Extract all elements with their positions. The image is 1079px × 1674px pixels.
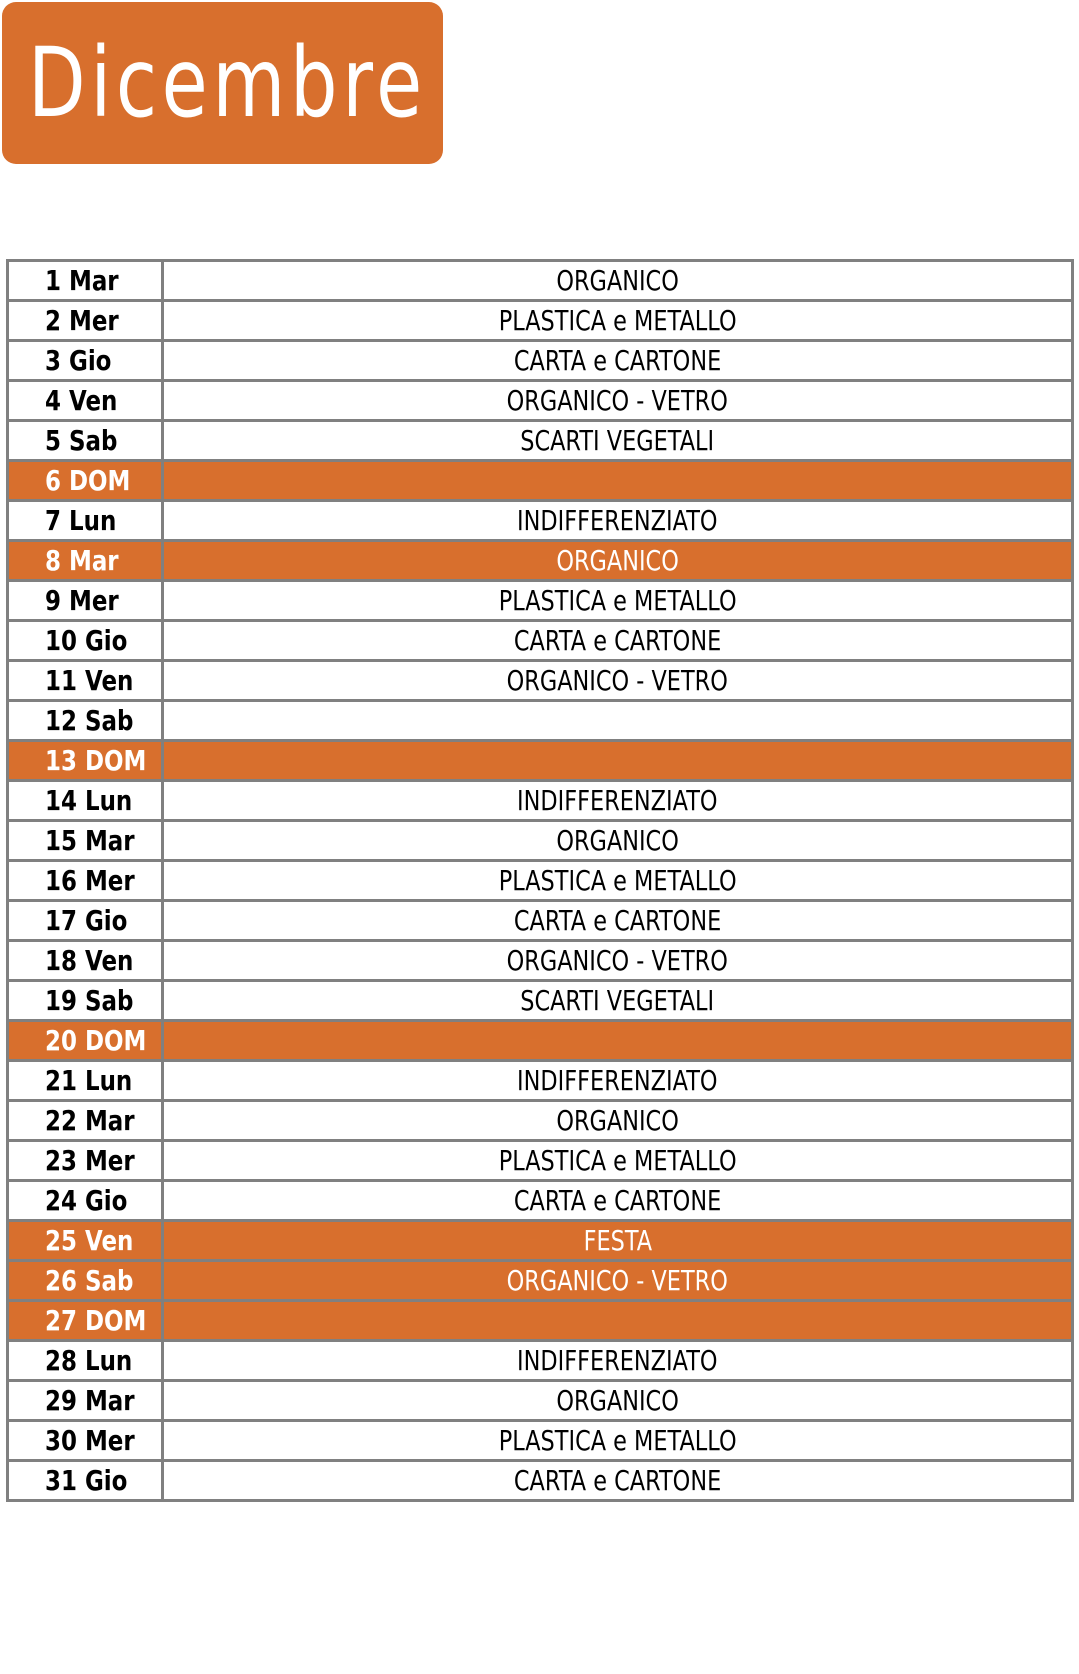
day-label: 25 Ven [45, 1223, 134, 1257]
day-label: 6 DOM [45, 463, 131, 497]
waste-type-label: ORGANICO [556, 1103, 679, 1137]
waste-type-label: CARTA e CARTONE [513, 903, 722, 937]
day-label: 13 DOM [45, 743, 147, 777]
waste-cell [163, 741, 1073, 781]
waste-cell [163, 861, 1073, 901]
day-cell [8, 381, 163, 421]
day-label: 18 Ven [45, 943, 134, 977]
day-label: 29 Mar [45, 1383, 135, 1417]
waste-type-label: INDIFFERENZIATO [517, 503, 718, 537]
day-label: 28 Lun [45, 1343, 133, 1377]
day-cell [8, 1141, 163, 1181]
day-cell [8, 1101, 163, 1141]
schedule-row [8, 1021, 1073, 1061]
schedule-row [8, 381, 1073, 421]
waste-type-label: CARTA e CARTONE [513, 623, 722, 657]
waste-cell [163, 341, 1073, 381]
schedule-row [8, 901, 1073, 941]
day-label: 5 Sab [45, 423, 118, 457]
schedule-row [8, 1261, 1073, 1301]
waste-type-label: ORGANICO - VETRO [506, 383, 729, 417]
schedule-row [8, 1221, 1073, 1261]
day-label: 10 Gio [45, 623, 128, 657]
waste-type-label: ORGANICO [556, 1383, 679, 1417]
waste-cell [163, 301, 1073, 341]
schedule-row [8, 501, 1073, 541]
day-label: 7 Lun [45, 503, 117, 537]
day-label: 11 Ven [45, 663, 134, 697]
waste-cell [163, 1261, 1073, 1301]
day-cell [8, 861, 163, 901]
waste-cell [163, 381, 1073, 421]
waste-type-label: PLASTICA e METALLO [498, 1423, 737, 1457]
waste-type-label: PLASTICA e METALLO [498, 863, 737, 897]
day-label: 24 Gio [45, 1183, 128, 1217]
schedule-row [8, 781, 1073, 821]
day-cell [8, 541, 163, 581]
day-cell [8, 741, 163, 781]
waste-cell [163, 581, 1073, 621]
day-label: 23 Mer [45, 1143, 135, 1177]
day-cell [8, 1341, 163, 1381]
waste-cell [163, 701, 1073, 741]
day-label: 2 Mer [45, 303, 119, 337]
day-label: 1 Mar [45, 263, 119, 297]
day-label: 15 Mar [45, 823, 135, 857]
waste-cell [163, 1381, 1073, 1421]
day-cell [8, 1181, 163, 1221]
day-cell [8, 1061, 163, 1101]
day-label: 19 Sab [45, 983, 134, 1017]
waste-cell [163, 661, 1073, 701]
day-label: 20 DOM [45, 1023, 147, 1057]
day-cell [8, 1021, 163, 1061]
waste-type-label: PLASTICA e METALLO [498, 1143, 737, 1177]
month-title-badge [2, 2, 443, 164]
schedule-row [8, 1421, 1073, 1461]
day-cell [8, 661, 163, 701]
day-label: 21 Lun [45, 1063, 133, 1097]
day-cell [8, 301, 163, 341]
schedule-row [8, 741, 1073, 781]
day-cell [8, 1421, 163, 1461]
waste-cell [163, 941, 1073, 981]
day-cell [8, 1381, 163, 1421]
waste-cell [163, 421, 1073, 461]
waste-type-label: CARTA e CARTONE [513, 1183, 722, 1217]
waste-type-label: PLASTICA e METALLO [498, 303, 737, 337]
waste-type-label: ORGANICO - VETRO [506, 663, 729, 697]
waste-type-label: INDIFFERENZIATO [517, 1343, 718, 1377]
day-cell [8, 1261, 163, 1301]
waste-cell [163, 1461, 1073, 1501]
waste-cell [163, 1141, 1073, 1181]
waste-cell [163, 1421, 1073, 1461]
schedule-row [8, 861, 1073, 901]
schedule-row [8, 941, 1073, 981]
schedule-row [8, 1141, 1073, 1181]
waste-type-label: ORGANICO [556, 543, 679, 577]
day-cell [8, 1461, 163, 1501]
schedule-row [8, 981, 1073, 1021]
day-cell [8, 981, 163, 1021]
day-label: 31 Gio [45, 1463, 128, 1497]
waste-type-label: ORGANICO [556, 823, 679, 857]
waste-cell [163, 1301, 1073, 1341]
waste-type-label: ORGANICO - VETRO [506, 943, 729, 977]
waste-cell [163, 821, 1073, 861]
day-label: 17 Gio [45, 903, 128, 937]
schedule-row [8, 621, 1073, 661]
waste-cell [163, 1061, 1073, 1101]
schedule-row [8, 421, 1073, 461]
day-cell [8, 821, 163, 861]
day-label: 30 Mer [45, 1423, 135, 1457]
schedule-row [8, 341, 1073, 381]
day-cell [8, 901, 163, 941]
day-cell [8, 581, 163, 621]
day-cell [8, 621, 163, 661]
waste-cell [163, 1021, 1073, 1061]
waste-type-label: SCARTI VEGETALI [520, 423, 715, 457]
waste-cell [163, 261, 1073, 301]
waste-cell [163, 901, 1073, 941]
day-cell [8, 941, 163, 981]
waste-cell [163, 541, 1073, 581]
waste-type-label: PLASTICA e METALLO [498, 583, 737, 617]
waste-type-label: SCARTI VEGETALI [520, 983, 715, 1017]
day-cell [8, 781, 163, 821]
schedule-row [8, 1101, 1073, 1141]
waste-type-label: INDIFFERENZIATO [517, 783, 718, 817]
day-cell [8, 341, 163, 381]
day-label: 22 Mar [45, 1103, 135, 1137]
schedule-row [8, 541, 1073, 581]
collection-schedule-table [6, 259, 1074, 1502]
schedule-row [8, 581, 1073, 621]
waste-type-label: INDIFFERENZIATO [517, 1063, 718, 1097]
schedule-row [8, 1301, 1073, 1341]
schedule-row [8, 1061, 1073, 1101]
day-cell [8, 1301, 163, 1341]
waste-cell [163, 781, 1073, 821]
schedule-row [8, 1181, 1073, 1221]
day-label: 9 Mer [45, 583, 119, 617]
schedule-row [8, 1381, 1073, 1421]
waste-cell [163, 621, 1073, 661]
schedule-body [8, 261, 1073, 1501]
schedule-row [8, 301, 1073, 341]
waste-type-label: ORGANICO [556, 263, 679, 297]
day-cell [8, 421, 163, 461]
waste-type-label: FESTA [583, 1223, 652, 1257]
day-label: 3 Gio [45, 343, 112, 377]
day-cell [8, 261, 163, 301]
schedule-row [8, 821, 1073, 861]
waste-cell [163, 981, 1073, 1021]
waste-cell [163, 501, 1073, 541]
day-label: 8 Mar [45, 543, 119, 577]
day-cell [8, 701, 163, 741]
day-cell [8, 461, 163, 501]
waste-cell [163, 1341, 1073, 1381]
schedule-row [8, 1461, 1073, 1501]
waste-cell [163, 1221, 1073, 1261]
day-label: 16 Mer [45, 863, 135, 897]
waste-type-label: CARTA e CARTONE [513, 343, 722, 377]
month-title: Dicembre [28, 27, 427, 139]
day-cell [8, 1221, 163, 1261]
day-label: 12 Sab [45, 703, 134, 737]
day-label: 4 Ven [45, 383, 118, 417]
schedule-row [8, 1341, 1073, 1381]
waste-cell [163, 1101, 1073, 1141]
day-label: 14 Lun [45, 783, 133, 817]
waste-type-label: ORGANICO - VETRO [506, 1263, 729, 1297]
day-label: 27 DOM [45, 1303, 147, 1337]
waste-cell [163, 461, 1073, 501]
day-cell [8, 501, 163, 541]
schedule-row [8, 701, 1073, 741]
schedule-row [8, 661, 1073, 701]
schedule-row [8, 461, 1073, 501]
waste-type-label: CARTA e CARTONE [513, 1463, 722, 1497]
waste-cell [163, 1181, 1073, 1221]
schedule-row [8, 261, 1073, 301]
day-label: 26 Sab [45, 1263, 134, 1297]
